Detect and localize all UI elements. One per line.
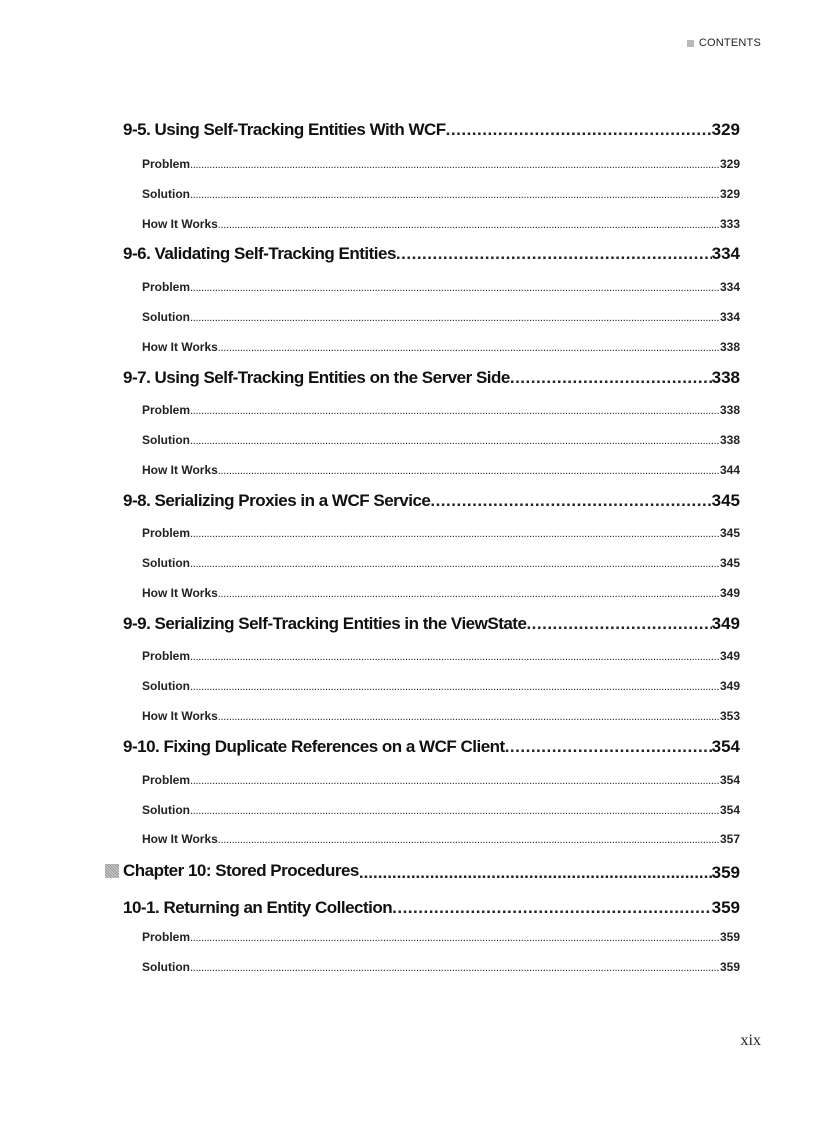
toc-entry-page: 354 — [719, 803, 740, 817]
toc-entry-subsection[interactable] — [142, 433, 740, 447]
toc-entry-chapter[interactable] — [105, 861, 740, 883]
toc-entry-title: How It Works — [142, 832, 218, 846]
page-number: xix — [740, 1032, 761, 1049]
leader-dots — [190, 435, 720, 447]
toc-entry-subsection[interactable] — [142, 280, 740, 294]
toc-entry-page: 359 — [711, 863, 740, 882]
leader-dots — [190, 558, 720, 570]
toc-entry-page: 338 — [719, 403, 740, 417]
toc-entry-subsection[interactable] — [142, 832, 740, 846]
toc-entry-subsection[interactable] — [142, 310, 740, 324]
toc-entry-page: 345 — [719, 556, 740, 570]
leader-dots — [190, 312, 720, 324]
toc-entry-title: Solution — [142, 803, 190, 817]
leader-dots — [190, 681, 720, 693]
toc-entry-page: 338 — [719, 340, 740, 354]
toc-entry-title: Solution — [142, 310, 190, 324]
toc-entry-subsection[interactable] — [142, 649, 740, 663]
toc-entry-title: How It Works — [142, 463, 218, 477]
toc-entry-page: 334 — [719, 310, 740, 324]
toc-entry-title: How It Works — [142, 586, 218, 600]
leader-dots — [396, 244, 712, 264]
toc-entry-page: 334 — [711, 244, 740, 263]
toc-entry-page: 338 — [711, 368, 740, 387]
toc-entry-subsection[interactable] — [142, 773, 740, 787]
toc-entry-title: How It Works — [142, 340, 218, 354]
toc-entry-page: 344 — [719, 463, 740, 477]
toc-entry-title: How It Works — [142, 217, 218, 231]
toc-entry-subsection[interactable] — [142, 463, 740, 477]
toc-entry-title: Problem — [142, 157, 191, 171]
toc-entry-title: Problem — [142, 930, 191, 944]
leader-dots — [510, 368, 712, 388]
toc-entry-page: 359 — [719, 960, 740, 974]
leader-dots — [190, 159, 720, 171]
toc-entry-title: 9-8. Serializing Proxies in a WCF Service — [123, 491, 431, 510]
toc-entry-title: Solution — [142, 679, 190, 693]
toc-entry-page: 354 — [719, 773, 740, 787]
toc-entry-subsection[interactable] — [142, 930, 740, 944]
toc-entry-subsection[interactable] — [142, 586, 740, 600]
toc-entry-recipe[interactable] — [123, 491, 740, 511]
toc-entry-title: Solution — [142, 960, 190, 974]
toc-entry-page: 345 — [711, 491, 740, 510]
toc-entry-subsection[interactable] — [142, 526, 740, 540]
leader-dots — [190, 805, 720, 817]
toc-entry-subsection[interactable] — [142, 709, 740, 723]
toc-entry-subsection[interactable] — [142, 556, 740, 570]
toc-entry-title: 9-9. Serializing Self-Tracking Entities in the ViewState — [123, 614, 527, 633]
toc-entry-page: 329 — [711, 120, 740, 139]
toc-entry-title: 9-7. Using Self-Tracking Entities on the Server Side — [123, 368, 510, 387]
toc-entry-title: 9-10. Fixing Duplicate References on a WCF Client — [123, 737, 505, 756]
toc-entry-page: 359 — [719, 930, 740, 944]
toc-entry-subsection[interactable] — [142, 960, 740, 974]
toc-entry-title: Problem — [142, 526, 191, 540]
toc-entry-recipe[interactable] — [123, 898, 740, 918]
toc-entry-title: Problem — [142, 280, 191, 294]
toc-entry-page: 338 — [719, 433, 740, 447]
leader-dots — [359, 863, 712, 883]
leader-dots — [505, 737, 712, 757]
toc-entry-page: 329 — [719, 187, 740, 201]
toc-entry-title: Problem — [142, 649, 191, 663]
toc-entry-page: 333 — [719, 217, 740, 231]
leader-dots — [218, 711, 720, 723]
running-header — [687, 37, 761, 49]
leader-dots — [190, 528, 720, 540]
toc-entry-page: 349 — [719, 586, 740, 600]
leader-dots — [190, 775, 720, 787]
leader-dots — [218, 834, 720, 846]
toc-entry-subsection[interactable] — [142, 340, 740, 354]
toc-entry-title: Solution — [142, 556, 190, 570]
toc-entry-page: 349 — [711, 614, 740, 633]
toc-entry-page: 334 — [719, 280, 740, 294]
toc-entry-page: 357 — [719, 832, 740, 846]
toc-entry-page: 349 — [719, 679, 740, 693]
leader-dots — [190, 932, 720, 944]
toc-entry-page: 345 — [719, 526, 740, 540]
toc-entry-title: Problem — [142, 773, 191, 787]
toc-entry-subsection[interactable] — [142, 403, 740, 417]
leader-dots — [218, 342, 720, 354]
toc-entry-title: 10-1. Returning an Entity Collection — [123, 898, 393, 917]
chapter-square-icon — [105, 864, 119, 878]
toc-entry-subsection[interactable] — [142, 187, 740, 201]
toc-entry-subsection[interactable] — [142, 803, 740, 817]
toc-entry-title: Chapter 10: Stored Procedures — [123, 861, 359, 880]
leader-dots — [218, 588, 720, 600]
toc-entry-title: Problem — [142, 403, 191, 417]
toc-entry-title: Solution — [142, 187, 190, 201]
toc-entry-recipe[interactable] — [123, 120, 740, 140]
toc-entry-recipe[interactable] — [123, 244, 740, 264]
toc-entry-title: How It Works — [142, 709, 218, 723]
toc-entry-page: 329 — [719, 157, 740, 171]
toc-entry-recipe[interactable] — [123, 368, 740, 388]
toc-entry-subsection[interactable] — [142, 679, 740, 693]
toc-entry-page: 353 — [719, 709, 740, 723]
toc-entry-subsection[interactable] — [142, 157, 740, 171]
toc-entry-subsection[interactable] — [142, 217, 740, 231]
toc-entry-title: 9-6. Validating Self-Tracking Entities — [123, 244, 396, 263]
leader-dots — [218, 219, 720, 231]
square-bullet-icon — [687, 40, 694, 47]
leader-dots — [446, 120, 712, 140]
running-header-label: CONTENTS — [698, 37, 761, 49]
toc-entry-page: 354 — [711, 737, 740, 756]
toc-entry-recipe[interactable] — [123, 737, 740, 757]
leader-dots — [430, 491, 711, 511]
leader-dots — [190, 962, 720, 974]
toc-entry-recipe[interactable] — [123, 614, 740, 634]
leader-dots — [190, 651, 720, 663]
toc-entry-page: 359 — [711, 898, 740, 917]
leader-dots — [392, 898, 711, 918]
toc-entry-title: Solution — [142, 433, 190, 447]
toc-entry-title: 9-5. Using Self-Tracking Entities With WCF — [123, 120, 446, 139]
leader-dots — [190, 405, 720, 417]
leader-dots — [218, 465, 720, 477]
leader-dots — [526, 614, 711, 634]
leader-dots — [190, 189, 720, 201]
toc-entry-page: 349 — [719, 649, 740, 663]
leader-dots — [190, 282, 720, 294]
